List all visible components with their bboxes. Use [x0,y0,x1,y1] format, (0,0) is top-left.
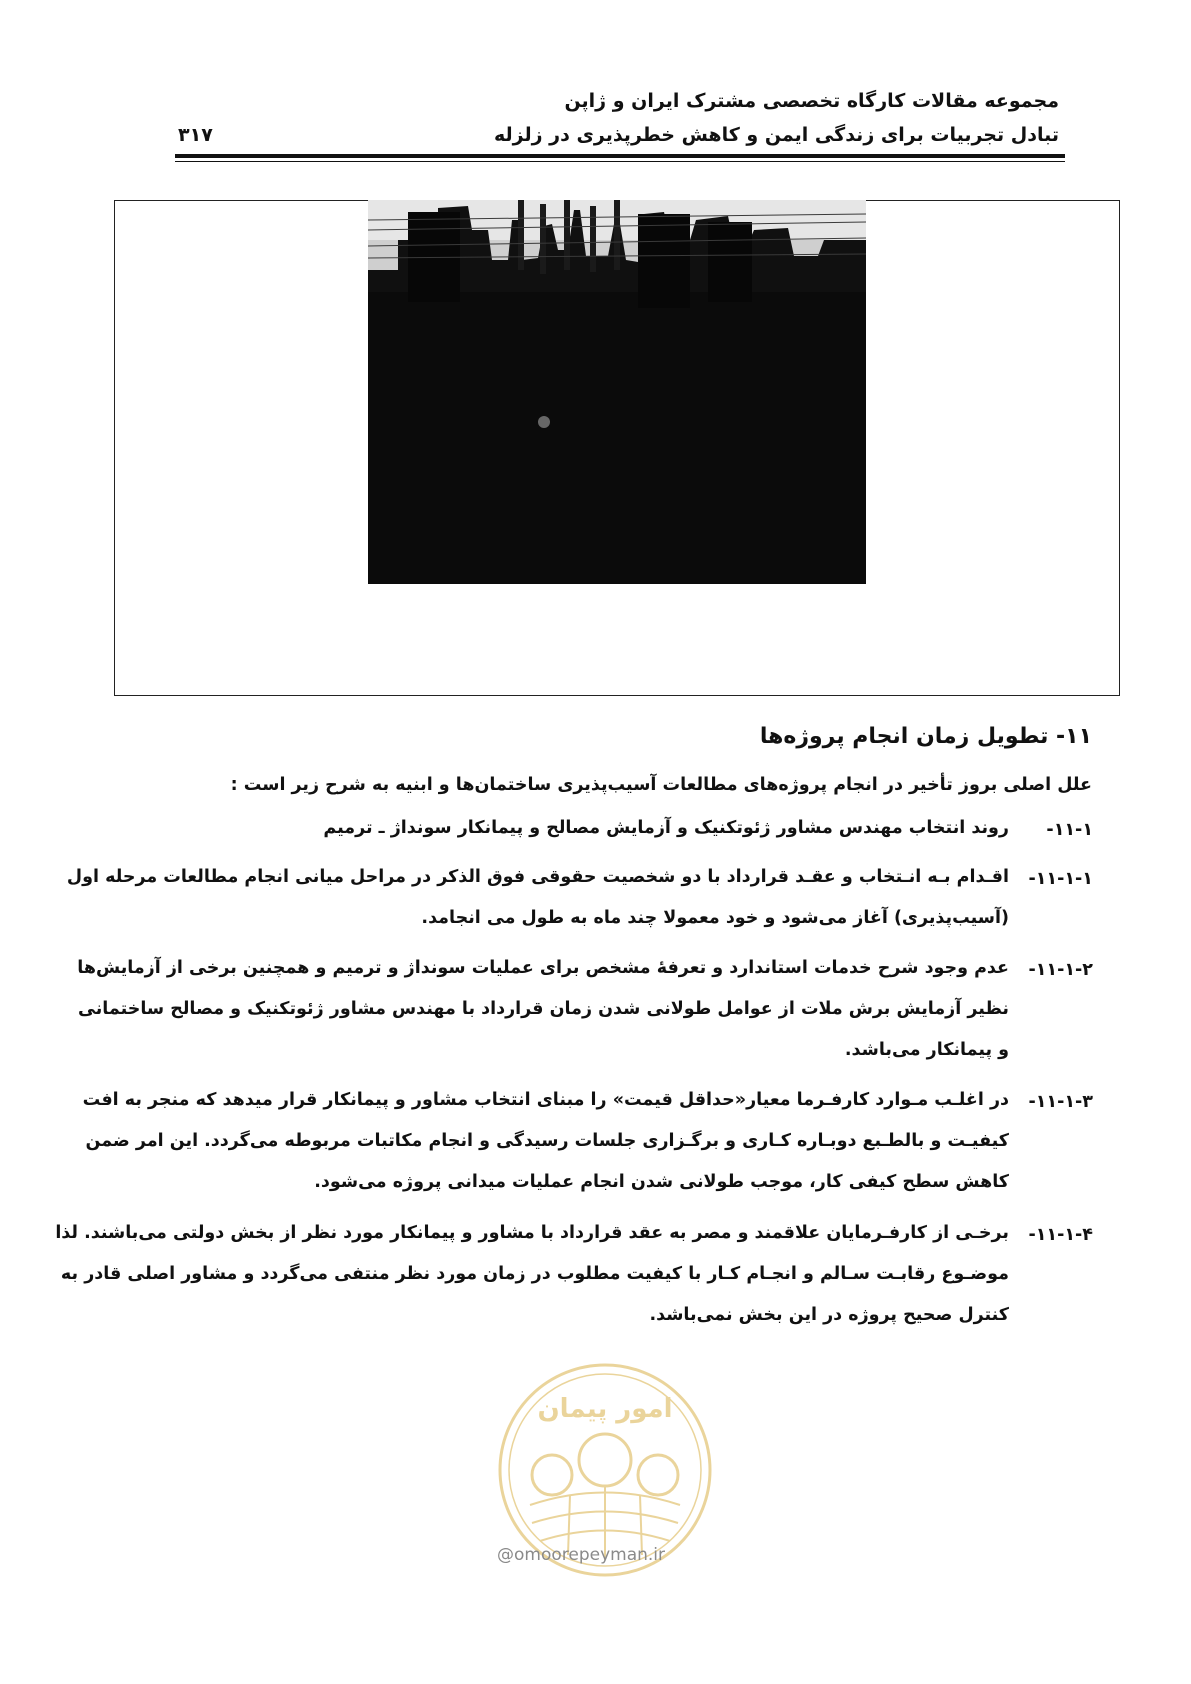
item-line: کاهش سطح کیفی کار، موجب طولانی شدن انجام عملیات میدانی پروژه می‌شود. [314,1172,1009,1192]
list-item [55,1223,1093,1348]
item-line: در اغلـب مـوارد کارفـرما معیار«حداقل قیمت» را مبنای انتخاب مشاور و پیمانکار قرار میدهد که منجر به افت [82,1090,1009,1110]
item-number: ۱۱-۱-۴- [1028,1225,1093,1245]
list-item [82,1090,1093,1215]
item-number: ۱۱-۱-۱- [1028,869,1093,889]
item-line: (آسیب‌پذیری) آغاز می‌شود و خود معمولا چند ماه به طول می انجامد. [421,908,1009,928]
item-line: کنترل صحیح پروژه در این بخش نمی‌باشد. [649,1305,1009,1325]
item-line: عدم وجود شرح خدمات استاندارد و تعرفهٔ مشخص برای عملیات سونداژ و ترمیم و همچنین برخی از آزمایش‌ها [77,958,1009,978]
header-rule [175,154,1065,158]
list-item [77,958,1093,1083]
item-line: برخـی از کارفـرمایان علاقمند و مصر به عقد قرارداد با مشاور و پیمانکار مورد نظر از بخش دولتی می‌باشند. لذا [55,1223,1009,1243]
item-number: ۱۱-۱-۲- [1028,960,1093,980]
item-text [55,1223,1009,1348]
section-heading: ۱۱- تطویل زمان انجام پروژه‌ها [759,724,1092,749]
item-text [77,958,1009,1083]
item-text [157,820,1009,861]
item-text [66,867,1009,951]
substation-silhouette [368,200,866,584]
item-line: روند انتخاب مهندس مشاور ژئوتکنیک و آزمایش مصالح و پیمانکار سونداژ ـ ترمیم [323,818,1009,838]
item-number: ۱۱-۱-۳- [1028,1092,1093,1112]
header-title-line1: مجموعه مقالات کارگاه تخصصی مشترک ایران و ژاپن [564,90,1059,112]
list-item [143,820,1093,861]
item-line: موضـوع رقابـت سـالم و انجـام کـار با کیفیت مطلوب در زمان مورد نظر منتفی می‌گردد و مشاور اصلی قادر به [60,1264,1009,1284]
item-text [82,1090,1009,1215]
item-line: کیفیـت و بالطـبع دوبـاره کـاری و برگـزاری جلسات رسیدگی و انجام مکاتبات مربوطه می‌گردد. این امر ضمن [85,1131,1009,1151]
list-item [66,867,1093,951]
item-line: و پیمانکار می‌باشد. [844,1040,1009,1060]
watermark-logo-text: امور پیمان [537,1394,673,1424]
item-line: اقـدام بـه انـتخاب و عقـد قرارداد با دو شخصیت حقوقی فوق الذکر در مراحل میانی انجام مطالعات مرحله اول [66,867,1009,887]
substation-photo [368,200,866,584]
header-rule-thin [175,161,1065,162]
item-number: ۱۱-۱- [1046,820,1093,840]
header-title-line2: تبادل تجربیات برای زندگی ایمن و کاهش خطرپذیری در زلزله [494,124,1059,146]
section-intro: علل اصلی بروز تأخیر در انجام پروژه‌های مطالعات آسیب‌پذیری ساختمان‌ها و ابنیه به شرح زیر است : [230,775,1092,795]
item-line: نظیر آزمایش برش ملات از عوامل طولانی شدن زمان قرارداد با مهندس مشاور ژئوتکنیک و مصالح ساختمانی [78,999,1009,1019]
watermark-url: @omoorepeyman.ir [497,1545,666,1565]
page-number: ۳۱۷ [178,124,213,146]
